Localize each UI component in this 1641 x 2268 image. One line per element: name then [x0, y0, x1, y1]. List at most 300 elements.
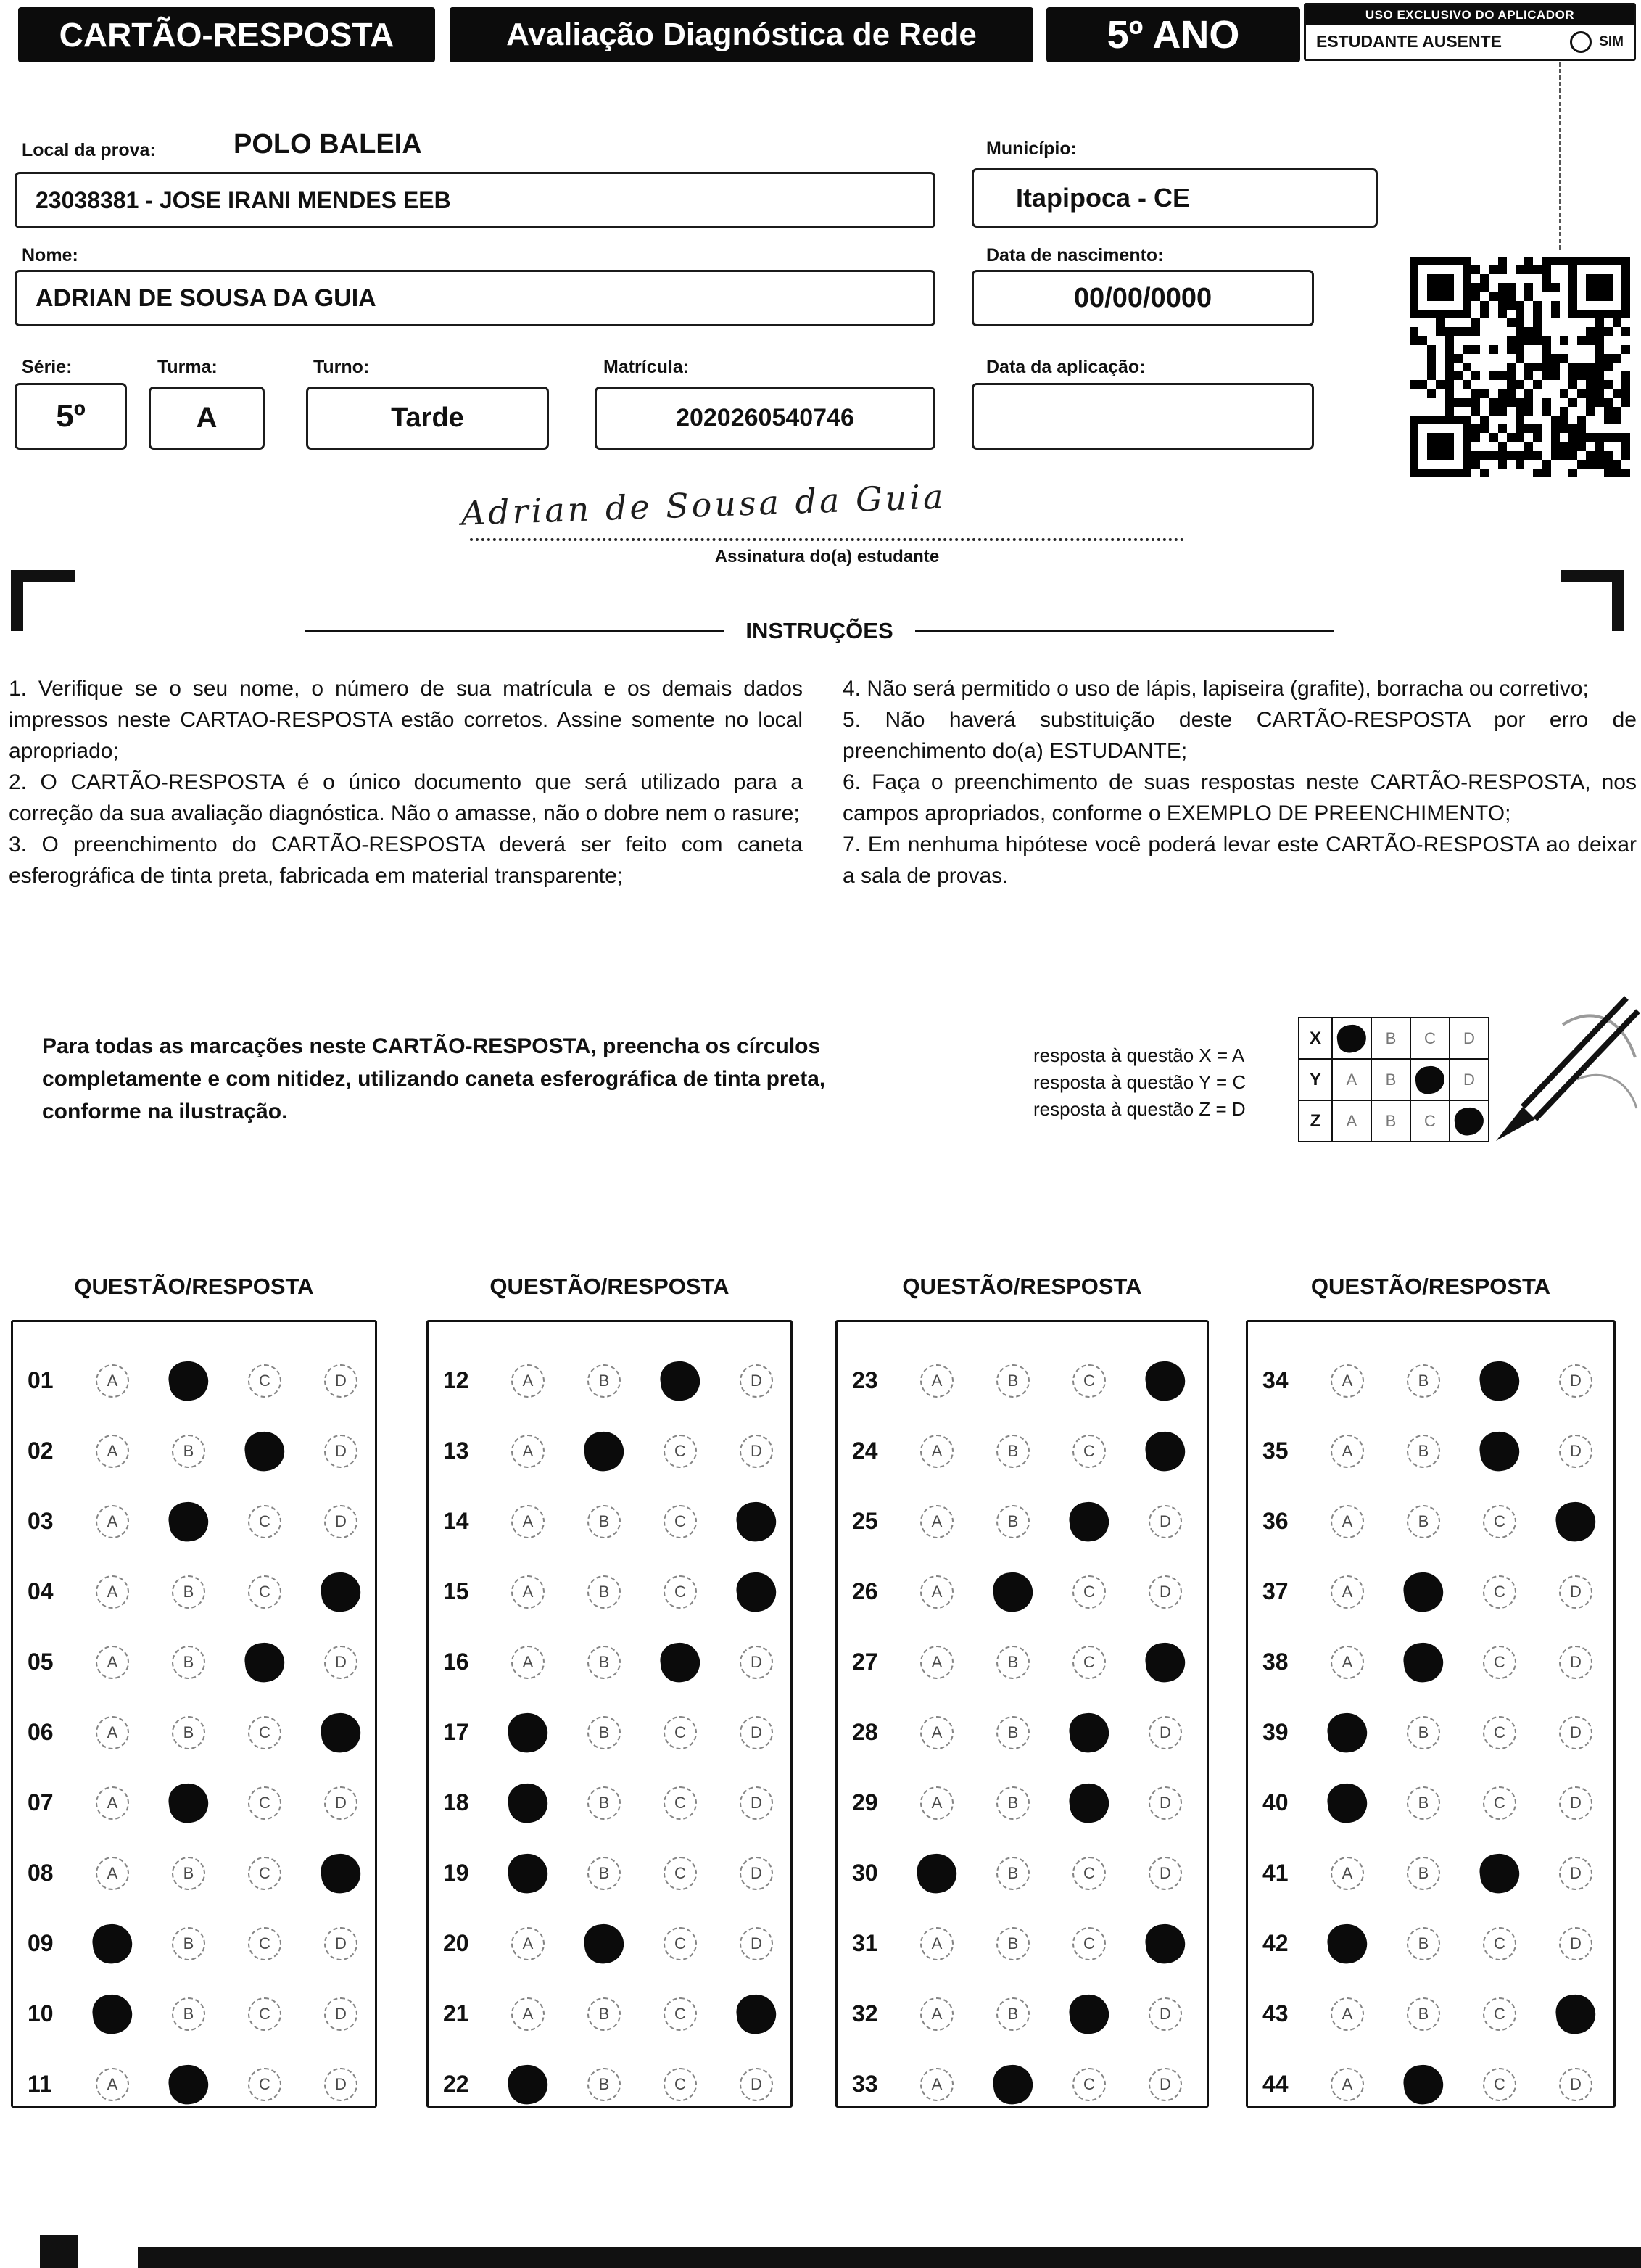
- qr-module: [1454, 433, 1463, 442]
- answer-bubble[interactable]: A: [1331, 1646, 1364, 1679]
- instructions-right: [843, 673, 1637, 891]
- qr-module: [1498, 389, 1507, 397]
- answer-bubble[interactable]: A: [1331, 1505, 1364, 1538]
- answer-bubble[interactable]: A: [96, 1716, 129, 1749]
- qr-module: [1445, 442, 1454, 450]
- answer-bubble[interactable]: D: [324, 1786, 357, 1820]
- qr-module: [1560, 424, 1568, 433]
- qr-module: [1454, 389, 1463, 397]
- answer-bubble[interactable]: B: [996, 1927, 1030, 1960]
- answer-bubble[interactable]: A: [920, 1435, 954, 1468]
- answer-bubble[interactable]: A: [1331, 1857, 1364, 1890]
- answer-bubble[interactable]: A: [1331, 2068, 1364, 2101]
- answer-bubble[interactable]: D: [1149, 2068, 1182, 2101]
- answer-bubble[interactable]: A: [1331, 1575, 1364, 1609]
- answer-bubble[interactable]: B: [587, 1857, 621, 1890]
- answer-bubble[interactable]: C: [248, 1927, 281, 1960]
- answer-bubble[interactable]: C: [664, 1786, 697, 1820]
- answer-bubble[interactable]: B: [996, 1716, 1030, 1749]
- qr-module: [1471, 451, 1480, 460]
- qr-module: [1489, 416, 1497, 424]
- answer-bubble-marked[interactable]: [582, 1429, 626, 1472]
- qr-module: [1463, 318, 1471, 327]
- answer-bubble[interactable]: C: [1072, 1435, 1106, 1468]
- qr-module: [1595, 257, 1603, 265]
- answer-bubble[interactable]: C: [1483, 1646, 1516, 1679]
- qr-module: [1577, 310, 1586, 318]
- absent-label: ESTUDANTE AUSENTE: [1316, 32, 1502, 51]
- answer-bubble[interactable]: C: [248, 1364, 281, 1398]
- answer-bubble[interactable]: D: [740, 2068, 773, 2101]
- answer-bubble[interactable]: C: [248, 1575, 281, 1609]
- answer-bubble[interactable]: B: [1407, 1435, 1440, 1468]
- answer-bubble[interactable]: B: [1407, 1364, 1440, 1398]
- qr-module: [1480, 407, 1489, 416]
- answer-bubble[interactable]: A: [1331, 1997, 1364, 2031]
- answer-bubble[interactable]: B: [996, 1786, 1030, 1820]
- answer-bubble-marked[interactable]: [167, 1781, 210, 1824]
- qr-module: [1604, 389, 1613, 397]
- qr-module: [1533, 363, 1542, 371]
- answer-bubble[interactable]: B: [587, 1505, 621, 1538]
- signature-caption: Assinatura do(a) estudante: [714, 547, 940, 566]
- qr-module: [1577, 274, 1586, 283]
- answer-bubble-marked[interactable]: [506, 1851, 550, 1894]
- answer-bubble[interactable]: B: [587, 1364, 621, 1398]
- answer-bubble[interactable]: B: [172, 1927, 205, 1960]
- qr-module: [1418, 380, 1427, 389]
- answer-bubble-marked[interactable]: [1144, 1358, 1187, 1402]
- answer-bubble[interactable]: D: [1559, 1646, 1592, 1679]
- question-number: 04: [28, 1578, 54, 1604]
- answer-bubble[interactable]: D: [324, 1505, 357, 1538]
- answer-bubble[interactable]: C: [664, 1927, 697, 1960]
- answer-bubble[interactable]: D: [1149, 1997, 1182, 2031]
- question-row: [13, 1345, 375, 1416]
- answer-bubble[interactable]: C: [1483, 2068, 1516, 2101]
- answer-bubble[interactable]: B: [172, 1857, 205, 1890]
- answer-bubble[interactable]: D: [1559, 1575, 1592, 1609]
- answer-bubble-marked[interactable]: [1067, 1992, 1111, 2035]
- answer-bubble[interactable]: D: [1149, 1575, 1182, 1609]
- qr-module: [1560, 460, 1568, 469]
- qr-module: [1621, 433, 1630, 442]
- answer-bubble[interactable]: A: [920, 1786, 954, 1820]
- answer-bubble[interactable]: B: [1407, 1505, 1440, 1538]
- qr-module: [1621, 363, 1630, 371]
- nome-field: ADRIAN DE SOUSA DA GUIA: [15, 270, 935, 326]
- answer-bubble-marked[interactable]: [506, 2062, 550, 2106]
- answer-bubble[interactable]: B: [587, 1716, 621, 1749]
- answer-bubble-marked[interactable]: [1554, 1499, 1597, 1543]
- answer-bubble-marked[interactable]: [1326, 1921, 1369, 1965]
- qr-module: [1454, 265, 1463, 274]
- answer-bubble-marked[interactable]: [658, 1640, 702, 1683]
- qr-module: [1568, 398, 1577, 407]
- qr-module: [1613, 292, 1621, 301]
- answer-bubble[interactable]: A: [1331, 1435, 1364, 1468]
- qr-module: [1516, 283, 1524, 292]
- answer-bubble[interactable]: B: [587, 1997, 621, 2031]
- answer-bubble-marked[interactable]: [167, 2062, 210, 2106]
- answer-bubble[interactable]: C: [1483, 1716, 1516, 1749]
- answer-bubble[interactable]: D: [1559, 1716, 1592, 1749]
- answer-bubble[interactable]: C: [664, 1435, 697, 1468]
- qr-module: [1410, 265, 1418, 274]
- qr-module: [1560, 469, 1568, 477]
- absent-circle-checkbox[interactable]: [1570, 31, 1592, 53]
- qr-module: [1524, 442, 1533, 450]
- qr-module: [1489, 292, 1497, 301]
- question-row: [838, 1838, 1207, 1908]
- answer-bubble-marked[interactable]: [991, 1570, 1035, 1613]
- qr-module: [1471, 345, 1480, 354]
- answer-bubble[interactable]: C: [248, 1716, 281, 1749]
- answer-bubble[interactable]: D: [1149, 1786, 1182, 1820]
- answer-bubble[interactable]: D: [1559, 1927, 1592, 1960]
- question-row: [838, 1345, 1207, 1416]
- qr-module: [1445, 283, 1454, 292]
- answer-bubble-marked[interactable]: [167, 1499, 210, 1543]
- qr-module: [1516, 451, 1524, 460]
- qr-module: [1445, 433, 1454, 442]
- answer-bubble[interactable]: A: [511, 1927, 545, 1960]
- answer-bubble[interactable]: A: [511, 1435, 545, 1468]
- answer-bubble-marked[interactable]: [1067, 1499, 1111, 1543]
- answer-bubble[interactable]: D: [1559, 2068, 1592, 2101]
- qr-module: [1586, 442, 1595, 450]
- answer-bubble[interactable]: D: [1559, 1857, 1592, 1890]
- answer-bubble[interactable]: A: [920, 1646, 954, 1679]
- answer-bubble-marked[interactable]: [1144, 1429, 1187, 1472]
- qr-module: [1454, 363, 1463, 371]
- answer-bubble-marked[interactable]: [1478, 1429, 1521, 1472]
- answer-bubble[interactable]: D: [1149, 1716, 1182, 1749]
- answer-bubble-marked[interactable]: [1402, 1640, 1445, 1683]
- instruction-item: 5. Não haverá substituição deste CARTÃO-RESPOSTA por erro de preenchimento do(a) ESTUDANTE;: [843, 708, 1637, 763]
- qr-module: [1613, 336, 1621, 345]
- qr-module: [1586, 310, 1595, 318]
- answer-bubble[interactable]: D: [740, 1646, 773, 1679]
- qr-module: [1471, 433, 1480, 442]
- qr-module: [1524, 327, 1533, 336]
- answers-header-2: QUESTÃO/RESPOSTA: [489, 1274, 729, 1299]
- qr-module: [1418, 354, 1427, 363]
- answer-bubble[interactable]: C: [1483, 1505, 1516, 1538]
- answer-bubble[interactable]: A: [96, 1364, 129, 1398]
- answer-bubble-marked[interactable]: [1402, 1570, 1445, 1613]
- answer-bubble[interactable]: B: [1407, 1927, 1440, 1960]
- answer-bubble[interactable]: B: [172, 1716, 205, 1749]
- answer-bubble[interactable]: B: [996, 1997, 1030, 2031]
- answer-bubble[interactable]: C: [664, 1857, 697, 1890]
- answer-bubble[interactable]: A: [511, 1505, 545, 1538]
- qr-module: [1516, 274, 1524, 283]
- answer-bubble-marked[interactable]: [243, 1429, 286, 1472]
- qr-module: [1560, 301, 1568, 310]
- qr-module: [1454, 469, 1463, 477]
- answer-bubble[interactable]: A: [96, 1646, 129, 1679]
- answer-bubble[interactable]: B: [1407, 1786, 1440, 1820]
- answer-bubble[interactable]: D: [740, 1927, 773, 1960]
- answer-bubble-marked[interactable]: [167, 1358, 210, 1402]
- qr-module: [1445, 407, 1454, 416]
- qr-module: [1507, 407, 1516, 416]
- qr-module: [1621, 469, 1630, 477]
- answer-bubble[interactable]: D: [740, 1857, 773, 1890]
- qr-module: [1533, 433, 1542, 442]
- answer-bubble-marked[interactable]: [658, 1358, 702, 1402]
- answer-bubble[interactable]: B: [587, 1575, 621, 1609]
- qr-module: [1507, 389, 1516, 397]
- answer-bubble[interactable]: A: [511, 1364, 545, 1398]
- answer-bubble[interactable]: C: [1483, 1575, 1516, 1609]
- answer-bubble-marked[interactable]: [1144, 1640, 1187, 1683]
- answer-bubble-marked[interactable]: [1144, 1921, 1187, 1965]
- answer-bubble[interactable]: D: [1149, 1505, 1182, 1538]
- answer-bubble[interactable]: C: [1072, 2068, 1106, 2101]
- answer-bubble[interactable]: D: [740, 1786, 773, 1820]
- question-row: [13, 1908, 375, 1979]
- answer-bubble-marked[interactable]: [1554, 1992, 1597, 2035]
- qr-module: [1568, 318, 1577, 327]
- qr-module: [1613, 389, 1621, 397]
- answer-bubble[interactable]: A: [96, 2068, 129, 2101]
- qr-module: [1586, 416, 1595, 424]
- answer-bubble[interactable]: B: [172, 1997, 205, 2031]
- answer-bubble-marked[interactable]: [735, 1499, 778, 1543]
- qr-module: [1445, 469, 1454, 477]
- qr-module: [1418, 336, 1427, 345]
- answer-bubble[interactable]: D: [324, 1997, 357, 2031]
- answer-bubble[interactable]: B: [996, 1364, 1030, 1398]
- qr-module: [1577, 336, 1586, 345]
- answer-bubble[interactable]: B: [587, 2068, 621, 2101]
- answer-bubble[interactable]: A: [96, 1505, 129, 1538]
- qr-module: [1410, 283, 1418, 292]
- answer-bubble-marked[interactable]: [1478, 1851, 1521, 1894]
- answer-bubble-marked[interactable]: [1326, 1781, 1369, 1824]
- answer-bubble[interactable]: A: [96, 1435, 129, 1468]
- answer-bubble-marked[interactable]: [91, 1992, 134, 2035]
- qr-module: [1480, 398, 1489, 407]
- qr-module: [1542, 336, 1550, 345]
- qr-module: [1560, 433, 1568, 442]
- answer-bubble[interactable]: D: [740, 1364, 773, 1398]
- answers-column-2: [426, 1320, 793, 2108]
- answer-bubble[interactable]: B: [996, 1505, 1030, 1538]
- answer-bubble[interactable]: B: [1407, 1997, 1440, 2031]
- answer-bubble[interactable]: A: [920, 1716, 954, 1749]
- answer-bubble[interactable]: A: [96, 1857, 129, 1890]
- qr-module: [1516, 442, 1524, 450]
- answer-bubble[interactable]: D: [740, 1716, 773, 1749]
- qr-module: [1436, 318, 1444, 327]
- qr-module: [1568, 336, 1577, 345]
- answer-bubble[interactable]: D: [1559, 1435, 1592, 1468]
- qr-module: [1498, 371, 1507, 380]
- qr-module: [1427, 327, 1436, 336]
- answer-bubble[interactable]: C: [1483, 1927, 1516, 1960]
- qr-module: [1568, 407, 1577, 416]
- question-number: 19: [443, 1860, 469, 1886]
- qr-module: [1507, 336, 1516, 345]
- answer-bubble[interactable]: C: [1072, 1646, 1106, 1679]
- answer-bubble[interactable]: B: [996, 1857, 1030, 1890]
- answer-bubble[interactable]: B: [172, 1435, 205, 1468]
- question-row: [838, 1979, 1207, 2049]
- answer-bubble[interactable]: C: [248, 2068, 281, 2101]
- answer-bubble-marked[interactable]: [735, 1570, 778, 1613]
- answer-bubble[interactable]: D: [1149, 1857, 1182, 1890]
- qr-module: [1507, 460, 1516, 469]
- answer-bubble-marked[interactable]: [582, 1921, 626, 1965]
- qr-module: [1480, 442, 1489, 450]
- answer-bubble[interactable]: C: [664, 1505, 697, 1538]
- qr-module: [1533, 398, 1542, 407]
- qr-module: [1542, 292, 1550, 301]
- answer-bubble-marked[interactable]: [91, 1921, 134, 1965]
- qr-module: [1586, 257, 1595, 265]
- answer-bubble-marked[interactable]: [915, 1851, 959, 1894]
- qr-module: [1498, 407, 1507, 416]
- answer-bubble[interactable]: D: [1559, 1786, 1592, 1820]
- answer-bubble[interactable]: B: [996, 1646, 1030, 1679]
- answer-bubble-marked[interactable]: [1402, 2062, 1445, 2106]
- qr-module: [1524, 265, 1533, 274]
- answer-bubble-marked[interactable]: [506, 1710, 550, 1754]
- answer-bubble[interactable]: D: [324, 1646, 357, 1679]
- qr-module: [1418, 274, 1427, 283]
- qr-module: [1410, 336, 1418, 345]
- answer-bubble[interactable]: C: [248, 1786, 281, 1820]
- answer-bubble[interactable]: A: [920, 1364, 954, 1398]
- answer-bubble[interactable]: B: [587, 1786, 621, 1820]
- qr-module: [1560, 416, 1568, 424]
- answer-bubble-marked[interactable]: [1326, 1710, 1369, 1754]
- answer-bubble[interactable]: B: [587, 1646, 621, 1679]
- answer-bubble[interactable]: C: [1072, 1927, 1106, 1960]
- answer-bubble-marked[interactable]: [735, 1992, 778, 2035]
- qr-module: [1595, 274, 1603, 283]
- qr-module: [1604, 283, 1613, 292]
- instruction-item: 7. Em nenhuma hipótese você poderá levar este CARTÃO-RESPOSTA ao deixar a sala de provas.: [843, 833, 1637, 888]
- qr-module: [1471, 407, 1480, 416]
- answer-bubble[interactable]: C: [248, 1505, 281, 1538]
- qr-module: [1410, 345, 1418, 354]
- answer-bubble-marked[interactable]: [1067, 1710, 1111, 1754]
- answer-bubble[interactable]: A: [511, 1575, 545, 1609]
- example-bubble: C: [1410, 1017, 1450, 1060]
- question-row: [429, 2049, 790, 2108]
- qr-module: [1480, 469, 1489, 477]
- answer-bubble-marked[interactable]: [243, 1640, 286, 1683]
- qr-module: [1542, 389, 1550, 397]
- answer-bubble[interactable]: A: [920, 2068, 954, 2101]
- answer-bubble[interactable]: D: [324, 2068, 357, 2101]
- qr-module: [1480, 301, 1489, 310]
- answer-bubble[interactable]: D: [324, 1364, 357, 1398]
- answer-bubble[interactable]: A: [511, 1646, 545, 1679]
- answer-bubble[interactable]: C: [1072, 1857, 1106, 1890]
- qr-module: [1560, 327, 1568, 336]
- signature-line[interactable]: [470, 538, 1184, 541]
- answer-bubble-marked[interactable]: [991, 2062, 1035, 2106]
- qr-module: [1613, 283, 1621, 292]
- qr-module: [1445, 301, 1454, 310]
- qr-module: [1454, 354, 1463, 363]
- answer-bubble-marked[interactable]: [1067, 1781, 1111, 1824]
- answer-bubble[interactable]: A: [920, 1575, 954, 1609]
- qr-module: [1551, 371, 1560, 380]
- qr-module: [1595, 354, 1603, 363]
- qr-module: [1507, 301, 1516, 310]
- answer-bubble[interactable]: A: [1331, 1364, 1364, 1398]
- answer-bubble[interactable]: C: [664, 1716, 697, 1749]
- registration-bar: [138, 2247, 1641, 2268]
- answer-bubble-marked[interactable]: [506, 1781, 550, 1824]
- answer-bubble[interactable]: B: [172, 1575, 205, 1609]
- example-bubble: B: [1371, 1017, 1411, 1060]
- answer-bubble[interactable]: B: [1407, 1857, 1440, 1890]
- answer-bubble[interactable]: B: [172, 1646, 205, 1679]
- qr-module: [1586, 460, 1595, 469]
- qr-module: [1577, 424, 1586, 433]
- qr-module: [1427, 469, 1436, 477]
- question-row: [1248, 1979, 1613, 2049]
- question-row: [1248, 2049, 1613, 2108]
- answer-bubble-marked[interactable]: [319, 1710, 363, 1754]
- answer-bubble[interactable]: A: [96, 1786, 129, 1820]
- answer-bubble-marked[interactable]: [1478, 1358, 1521, 1402]
- qr-module: [1568, 345, 1577, 354]
- qr-module: [1542, 469, 1550, 477]
- qr-module: [1454, 424, 1463, 433]
- answer-bubble[interactable]: D: [740, 1435, 773, 1468]
- answer-bubble[interactable]: C: [664, 1997, 697, 2031]
- answer-bubble[interactable]: A: [920, 1927, 954, 1960]
- qr-module: [1577, 283, 1586, 292]
- answer-bubble[interactable]: C: [1483, 1786, 1516, 1820]
- answer-bubble[interactable]: A: [920, 1997, 954, 2031]
- answer-bubble[interactable]: D: [1559, 1364, 1592, 1398]
- answer-bubble[interactable]: D: [324, 1435, 357, 1468]
- qr-module: [1595, 398, 1603, 407]
- answer-bubble[interactable]: C: [1072, 1575, 1106, 1609]
- answer-bubble-marked[interactable]: [319, 1851, 363, 1894]
- qr-module: [1604, 336, 1613, 345]
- qr-module: [1533, 460, 1542, 469]
- answer-bubble[interactable]: C: [1483, 1997, 1516, 2031]
- qr-module: [1454, 257, 1463, 265]
- answer-bubble[interactable]: A: [96, 1575, 129, 1609]
- answer-bubble[interactable]: A: [511, 1997, 545, 2031]
- answer-bubble[interactable]: B: [996, 1435, 1030, 1468]
- answers-header-3: QUESTÃO/RESPOSTA: [902, 1274, 1142, 1299]
- answer-bubble[interactable]: C: [248, 1857, 281, 1890]
- answer-bubble[interactable]: C: [248, 1997, 281, 2031]
- answer-bubble[interactable]: C: [1072, 1364, 1106, 1398]
- qr-module: [1568, 389, 1577, 397]
- answer-bubble[interactable]: C: [664, 1575, 697, 1609]
- answer-bubble[interactable]: A: [920, 1505, 954, 1538]
- examiner-box-title: USO EXCLUSIVO DO APLICADOR: [1306, 5, 1634, 25]
- answer-bubble[interactable]: C: [664, 2068, 697, 2101]
- qr-module: [1463, 336, 1471, 345]
- answer-bubble-marked[interactable]: [319, 1570, 363, 1613]
- answer-bubble[interactable]: D: [324, 1927, 357, 1960]
- answer-bubble[interactable]: B: [1407, 1716, 1440, 1749]
